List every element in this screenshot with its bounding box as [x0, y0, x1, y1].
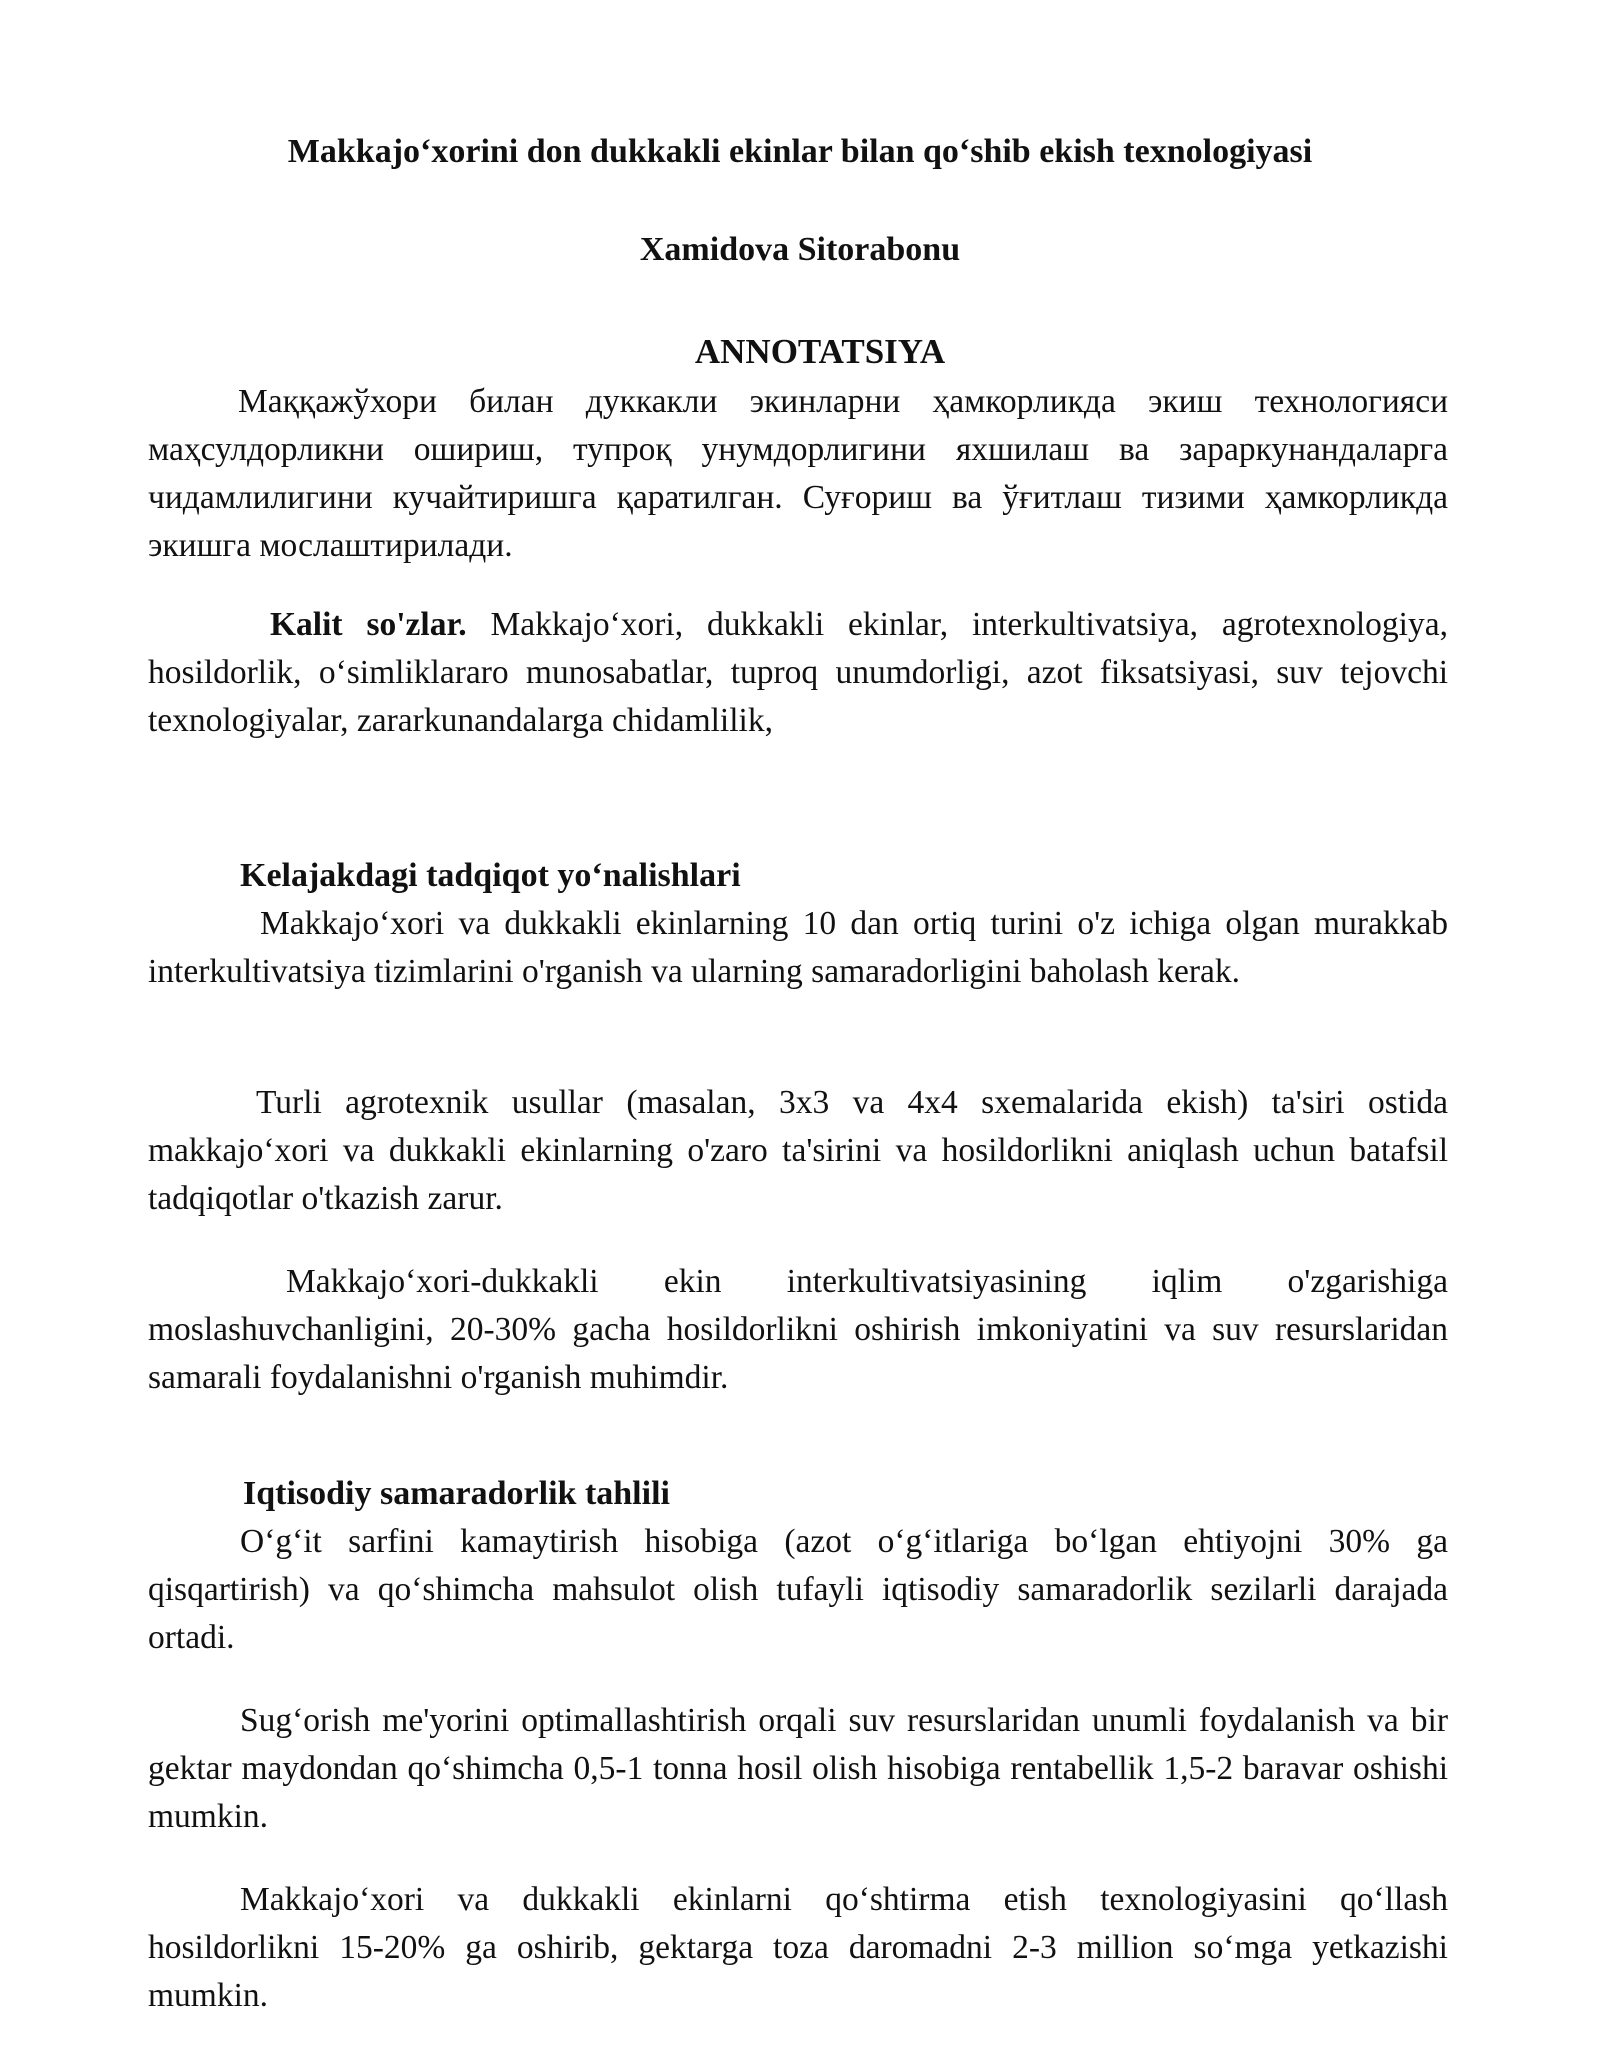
keywords-label: Kalit so'zlar. [270, 606, 467, 643]
keywords-text: Makkajo‘xori, dukkakli ekinlar, interkultivatsiya, agrotexnologiya, hosildorlik, o‘simliklararo munosabatlar, tuproq unumdorligi, azot fiksatsiyasi, suv tejovchi texnologiyalar, zararkunandalarga chidamlilik, [148, 606, 1448, 739]
economic-analysis-paragraph: O‘g‘it sarfini kamaytirish hisobiga (azot o‘g‘itlariga bo‘lgan ehtiyojni 30% ga qisqartirish) va qo‘shimcha mahsulot olish tufayli iqtisodiy samaradorlik sezilarli darajada ortadi. [148, 1523, 1448, 1656]
economic-analysis-paragraph: Makkajo‘xori va dukkakli ekinlarni qo‘shtirma etish texnologiyasini qo‘llash hosildorlikni 15-20% ga oshirib, gektarga toza daromadni 2-3 million so‘mga yetkazishi mumkin. [148, 1881, 1448, 2014]
future-research-paragraph: Makkajo‘xori-dukkakli ekin interkultivatsiyasining iqlim o'zgarishiga moslashuvchanligini, 20-30% gacha hosildorlikni oshirish imkoniyatini va suv resurslaridan samarali foydalanishni o'rganish muhimdir. [148, 1263, 1448, 1396]
annotation-paragraph: Маққажўхори билан дуккакли экинларни ҳамкорликда экиш технологияси маҳсулдорликни ошириш, тупроқ унумдорлигини яхшилаш ва зараркунандаларга чидамлилигини кучайтиришга қаратилган. Суғориш ва ўғитлаш тизими ҳамкорликда экишга мослаштирилади. [148, 383, 1448, 564]
future-research-paragraph: Makkajo‘xori va dukkakli ekinlarning 10 dan ortiq turini o'z ichiga olgan murakkab interkultivatsiya tizimlarini o'rganish va ularning samaradorligini baholash kerak. [148, 905, 1448, 990]
keywords-paragraph [148, 601, 1448, 745]
future-research-heading: Kelajakdagi tadqiqot yo‘nalishlari [240, 857, 741, 894]
annotation-heading: ANNOTATSIYA [694, 332, 946, 371]
economic-analysis-paragraph: Sug‘orish me'yorini optimallashtirish orqali suv resurslaridan unumli foydalanish va bir gektar maydondan qo‘shimcha 0,5-1 tonna hosil olish hisobiga rentabellik 1,5-2 baravar oshishi mumkin. [148, 1702, 1448, 1835]
document-author: Xamidova Sitorabonu [639, 231, 961, 268]
economic-analysis-heading: Iqtisodiy samaradorlik tahlili [243, 1475, 670, 1512]
document-title: Makkajo‘xorini don dukkakli ekinlar bilan qo‘shib ekish texnologiyasi [287, 133, 1313, 170]
future-research-paragraph: Turli agrotexnik usullar (masalan, 3x3 va 4x4 sxemalarida ekish) ta'siri ostida makkajo‘xori va dukkakli ekinlarning o'zaro ta'sirini va hosildorlikni aniqlash uchun batafsil tadqiqotlar o'tkazish zarur. [148, 1084, 1448, 1217]
